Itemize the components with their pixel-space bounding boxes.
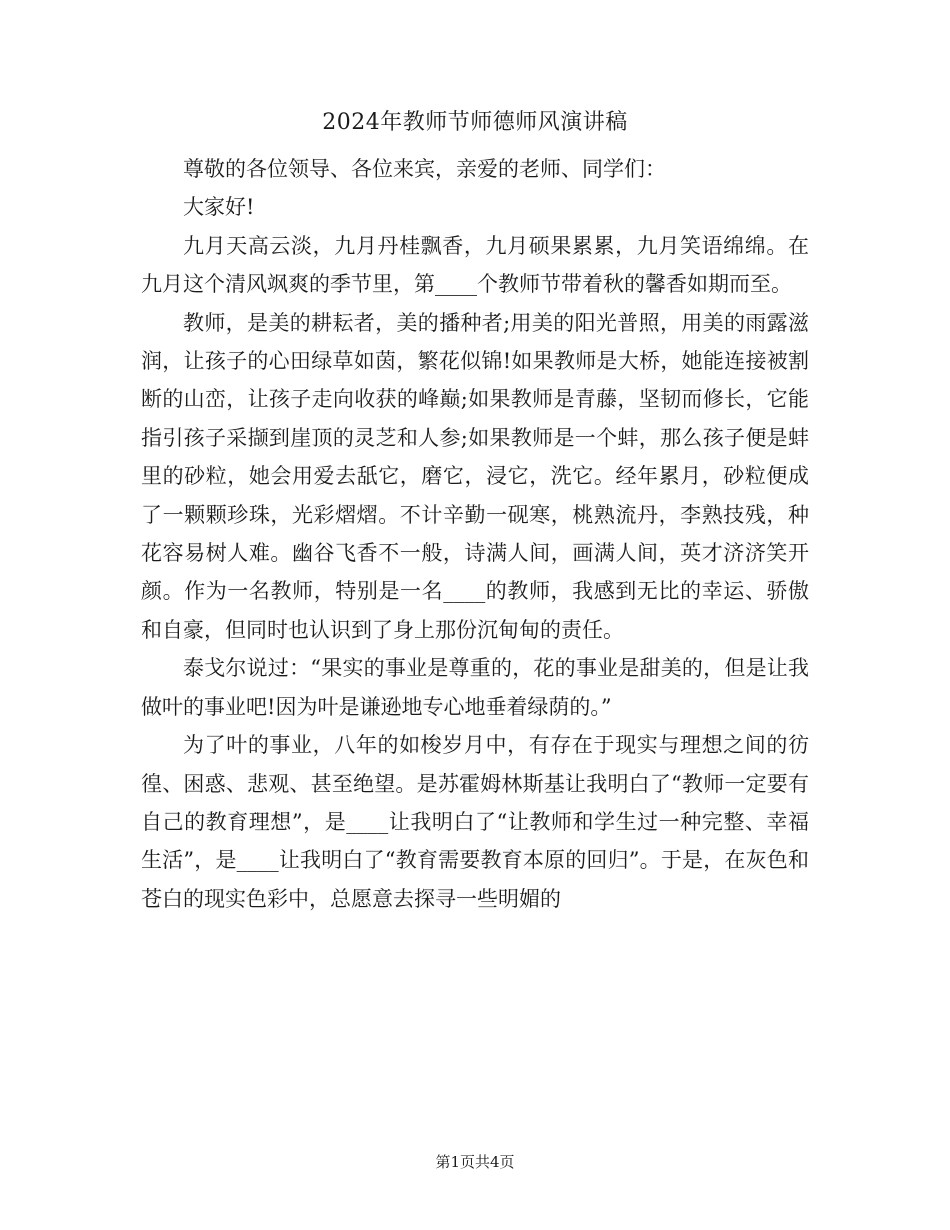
salutation-paragraph: 尊敬的各位领导、各位来宾，亲爱的老师、同学们： <box>183 157 666 181</box>
page-number-footer: 第1页共4页 <box>435 1153 515 1171</box>
document-title: 2024年教师节师德师风演讲稿 <box>322 110 628 135</box>
document-body <box>141 150 809 918</box>
body-paragraph: 泰戈尔说过：“果实的事业是尊重的，花的事业是甜美的，但是让我做叶的事业吧!因为叶是谦逊地专心地垂着绿荫的。” <box>141 656 809 719</box>
body-paragraph: 教师，是美的耕耘者，美的播种者;用美的阳光普照，用美的雨露滋润，让孩子的心田绿草如茵，繁花似锦!如果教师是大桥，她能连接被割断的山峦，让孩子走向收获的峰巅;如果教师是青藤，坚韧而修长，它能指引孩子采撷到崖顶的灵芝和人参;如果教师是一个蚌，那么孩子便是蚌里的砂粒，她会用爱去舐它，磨它，浸它，洗它。经年累月，砂粒便成了一颗颗珍珠，光彩熠熠。不计辛勤一砚寒，桃熟流丹，李熟技残，种花容易树人难。幽谷飞香不一般，诗满人间，画满人间，英才济济笑开颜。作为一名教师，特别是一名____的教师，我感到无比的幸运、骄傲和自豪，但同时也认识到了身上那份沉甸甸的责任。 <box>141 310 809 642</box>
body-paragraph: 为了叶的事业，八年的如梭岁月中，有存在于现实与理想之间的彷徨、困惑、悲观、甚至绝望。是苏霍姆林斯基让我明白了“教师一定要有自己的教育理想”，是____让我明白了“让教师和学生过一种完整、幸福生活”，是____让我明白了“教育需要教育本原的回归”。于是，在灰色和苍白的现实色彩中，总愿意去探寻一些明媚的 <box>141 733 809 911</box>
greeting-paragraph: 大家好! <box>183 195 255 220</box>
body-paragraph: 九月天高云淡，九月丹桂飘香，九月硕果累累，九月笑语绵绵。在九月这个清风飒爽的季节里，第____个教师节带着秋的馨香如期而至。 <box>141 233 809 297</box>
